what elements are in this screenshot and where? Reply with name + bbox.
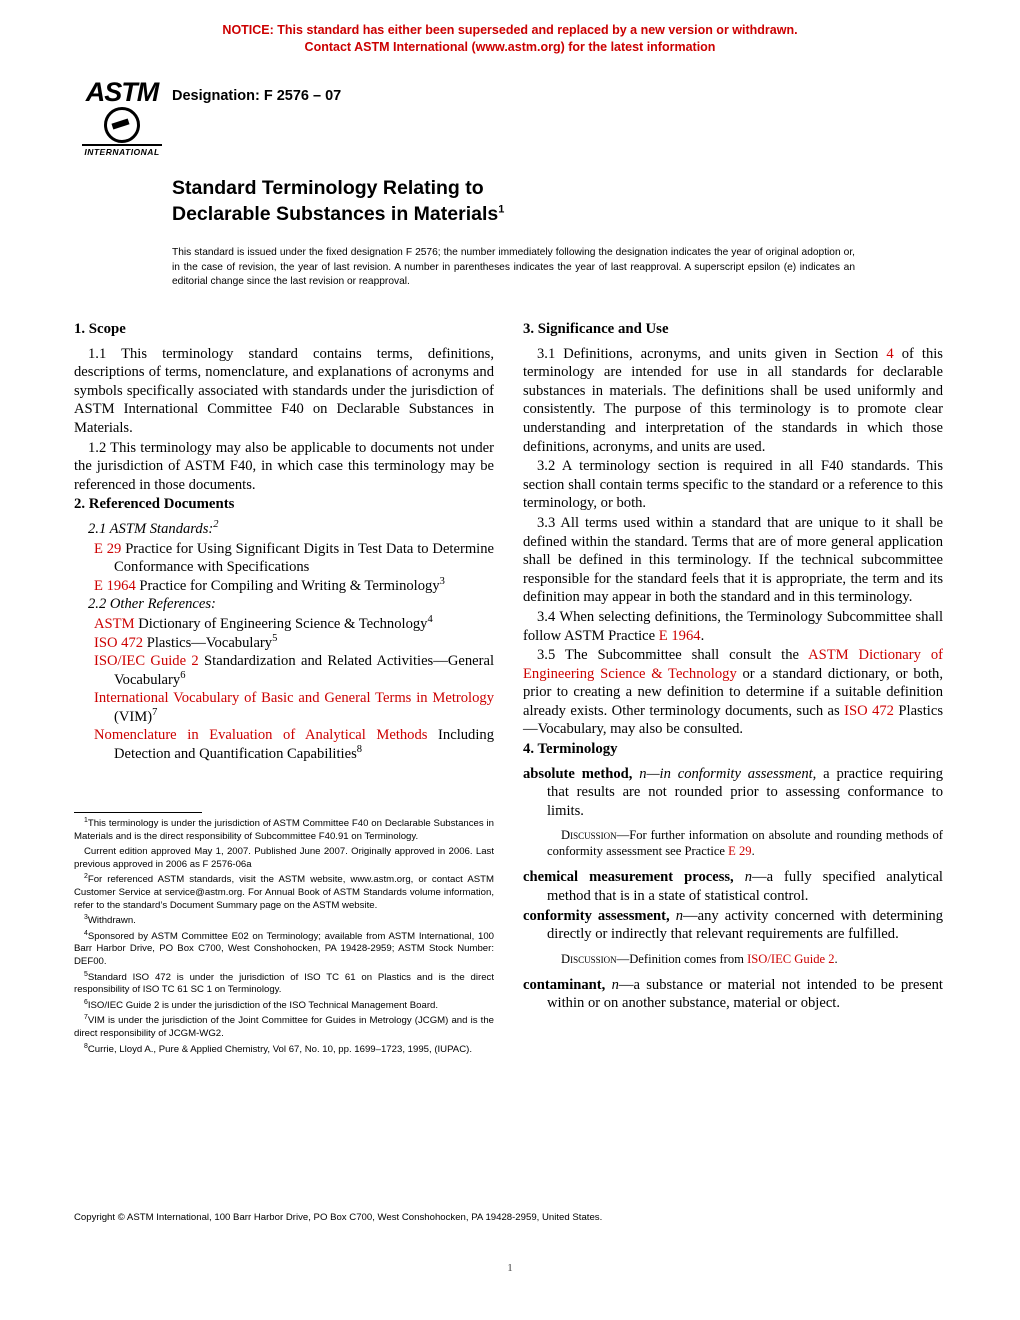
reference-vim[interactable] — [74, 689, 494, 726]
discussion-absolute-method — [523, 827, 943, 859]
footnote-3-marker: 3 — [84, 913, 88, 921]
page-title-line-1: Standard Terminology Relating to — [172, 177, 484, 199]
term-entry-conformity-assessment — [523, 907, 943, 944]
discussion-label-absolute-method: Discussion — [561, 828, 617, 843]
paragraph-3-1 — [523, 345, 943, 457]
page-title — [172, 175, 872, 227]
term-name-chemical-measurement-process: chemical measurement process, — [523, 869, 734, 886]
term-entry-chemical-measurement-process — [523, 868, 943, 905]
footnote-6-text: ISO/IEC Guide 2 is under the jurisdiction of the ISO Technical Management Board. — [87, 999, 439, 1011]
subheading-2-1-label: 2.1 ASTM Standards: — [88, 520, 214, 537]
discussion-text-conformity-assessment: —Definition comes from — [616, 951, 748, 966]
reference-nomenclature[interactable] — [74, 726, 494, 763]
heading-terminology: 4. Terminology — [523, 741, 618, 758]
footnote-3-text: Withdrawn. — [87, 915, 136, 927]
paragraph-3-2: 3.2 A terminology section is required in all F40 standards. This section shall contain terms specific to the standard or a reference to this terminology, or both. — [523, 458, 943, 512]
term-name-absolute-method: absolute method, — [523, 765, 633, 782]
paragraph-3-4 — [523, 608, 943, 645]
reference-text-vim: (VIM) — [114, 708, 153, 725]
paragraph-3-5 — [523, 646, 943, 739]
reference-astm-e1964[interactable] — [74, 577, 494, 596]
term-definition-conformity-assessment: —any activity concerned with determining directly or indirectly that relevant requirements are fulfilled. — [547, 907, 943, 943]
paragraph-3-3: 3.3 All terms used within a standard that are unique to it shall be defined within the standard. Terms that are of more general application shall be defined in this terminology. If the technical subcommittee responsible for the standard feels that it is appropriate, the term and its definition may appear in both the standard and in this terminology. — [523, 514, 943, 606]
footnote-2 — [74, 874, 494, 912]
reference-link-e29[interactable]: E 29 — [94, 540, 122, 557]
footnote-8-text: Currie, Lloyd A., Pure & Applied Chemistry, Vol 67, No. 10, pp. 1699–1723, 1995, (IUPAC). — [87, 1043, 472, 1055]
footnote-7 — [74, 1015, 494, 1040]
paragraph-1-2: 1.2 This terminology may also be applicable to documents not under the jurisdiction of ASTM F40, in which case this terminology may be referenced in those documents. — [74, 439, 494, 493]
discussion-tail-conformity-assessment: . — [834, 951, 838, 966]
reference-link-iso-iec-guide-2-inline[interactable]: ISO/IEC Guide 2 — [747, 951, 835, 966]
astm-logo — [82, 77, 162, 157]
footnote-1 — [74, 818, 494, 843]
footnotes-block — [74, 812, 494, 1059]
reference-link-iso-472[interactable]: ISO 472 — [94, 634, 144, 651]
footnote-7-marker: 7 — [84, 1014, 88, 1022]
section-link-4[interactable]: 4 — [886, 345, 894, 362]
footnote-8-marker: 8 — [84, 1042, 88, 1050]
paragraph-3-5-part-c: Plastics—Vocabulary, may also be consulted. — [523, 702, 944, 738]
reference-astm-e29[interactable] — [74, 540, 494, 577]
footnote-5-marker: 5 — [84, 970, 88, 978]
reference-text-iso-472: Plastics—Vocabulary — [143, 634, 273, 651]
reference-link-vim[interactable]: International Vocabulary of Basic and General Terms in Metrology — [94, 690, 494, 707]
footnote-4 — [74, 931, 494, 969]
astm-logo-ring-icon — [104, 107, 140, 143]
term-entry-absolute-method — [523, 765, 943, 821]
term-qualifier-chemical-measurement-process: n — [733, 869, 752, 886]
paragraph-3-1-part-a: 3.1 Definitions, acronyms, and units given in Section — [537, 345, 887, 362]
term-qualifier-contaminant: n — [605, 976, 619, 993]
footnote-4-marker: 4 — [84, 929, 88, 937]
reference-link-astm-dictionary[interactable]: ASTM — [94, 615, 135, 632]
heading-scope: 1. Scope — [74, 321, 126, 337]
footnote-1-text: This terminology is under the jurisdiction of ASTM Committee F40 on Declarable Substances in Materials and is the direct responsibility of Subcommittee F40.91 on Terminology. — [74, 818, 494, 842]
withdrawn-notice — [0, 22, 1020, 56]
discussion-text-absolute-method: —For further information on absolute and rounding methods of conformity assessment see Practice — [547, 828, 943, 859]
paragraph-3-5-part-b: or a standard dictionary, or both, prior to creating a new definition to determine if a suitable definition already exists. Other terminology documents, such as — [523, 665, 943, 719]
paragraph-1-1: 1.1 This terminology standard contains terms, definitions, descriptions of terms, nomenclature, and explanations of acronyms and symbols specifically associated with standards under the jurisdiction of ASTM International Committee F40 on Declarable Substances in Materials. — [74, 345, 494, 436]
heading-referenced-documents: 2. Referenced Documents — [74, 496, 235, 513]
reference-text-astm-dictionary: Dictionary of Engineering Science & Technology — [134, 615, 428, 632]
reference-link-iso-472-inline[interactable]: ISO 472 — [844, 702, 894, 719]
footnote-divider — [74, 812, 202, 813]
page-number: 1 — [507, 1262, 513, 1274]
term-definition-contaminant: —a substance or material not intended to be present within or on another substance, material or object. — [547, 976, 943, 1012]
subheading-2-2: 2.2 Other References: — [88, 596, 216, 613]
term-qualifier-conformity-assessment: n — [669, 907, 684, 924]
reference-link-astm-dictionary-inline[interactable]: ASTM Dictionary of Engineering Science & Technology — [523, 647, 943, 682]
reference-link-e29-inline[interactable]: E 29 — [728, 844, 752, 859]
astm-logo-mark: ASTM — [85, 77, 159, 107]
footnote-8 — [74, 1044, 494, 1057]
footnote-2-text: For referenced ASTM standards, visit the ASTM website, www.astm.org, or contact ASTM Customer Service at service@astm.org. For Annual Book of ASTM Standards volume information, refer to the standard’s Document Summary page on the ASTM website. — [74, 874, 494, 911]
footnote-5 — [74, 972, 494, 997]
standard-preamble: This standard is issued under the fixed designation F 2576; the number immediately following the designation indicates the year of original adoption or, in the case of revision, the year of last revision. A number in parentheses indicates the year of last reapproval. A superscript epsilon (e) indicates an editorial change since the last revision or reapproval. — [172, 247, 855, 287]
paragraph-3-5-part-a: 3.5 The Subcommittee shall consult the — [537, 647, 809, 664]
discussion-conformity-assessment — [523, 951, 943, 967]
footnote-6-marker: 6 — [84, 998, 88, 1006]
reference-sup-e1964: 3 — [439, 575, 445, 587]
reference-sup-nomenclature: 8 — [356, 744, 362, 756]
page-title-line-2: Declarable Substances in Materials — [172, 203, 499, 225]
left-column — [74, 320, 494, 764]
footnote-5-text: Standard ISO 472 is under the jurisdiction of ISO TC 61 on Plastics and is the direct responsibility of ISO TC 61 SC 1 on Terminology. — [74, 971, 494, 996]
astm-logo-international: INTERNATIONAL — [82, 144, 162, 157]
notice-line-2: Contact ASTM International (www.astm.org) for the latest information — [304, 40, 716, 54]
term-qualifier-absolute-method: n—in conformity assessment, — [632, 765, 817, 782]
reference-link-e1964-inline[interactable]: E 1964 — [658, 627, 701, 644]
term-name-conformity-assessment: conformity assessment, — [523, 907, 670, 924]
paragraph-3-1-part-b: of this terminology are intended for use in all standards for declarable substances in materials. The definitions shall be used uniformly and consistently. The purpose of this terminology is to promote clear understanding and interpretation of the standards in which those definitions, acronyms, and units are used. — [523, 345, 943, 455]
reference-link-nomenclature[interactable]: Nomenclature in Evaluation of Analytical Methods — [94, 727, 428, 744]
paragraph-3-4-part-a: 3.4 When selecting definitions, the Terminology Subcommittee shall follow ASTM Practice — [523, 608, 943, 644]
term-entry-contaminant — [523, 976, 943, 1013]
subheading-2-1 — [74, 520, 494, 539]
reference-sup-iso-472: 5 — [272, 632, 278, 644]
footnote-2-marker: 2 — [84, 873, 88, 881]
page-title-footnote-marker: 1 — [498, 203, 505, 216]
reference-link-e1964[interactable]: E 1964 — [94, 577, 136, 594]
footnote-4-text: Sponsored by ASTM Committee E02 on Terminology; available from ASTM International, 100 Barr Harbor Drive, PO Box C700, West Conshohocken, PA 19428-2959; ASTM Stock Number: DEF00. — [74, 930, 494, 967]
reference-link-iso-iec-guide-2[interactable]: ISO/IEC Guide 2 — [94, 653, 199, 670]
copyright-notice: Copyright © ASTM International, 100 Barr Harbor Drive, PO Box C700, West Conshohocken, PA 19428-2959, United States. — [74, 1212, 603, 1223]
reference-sup-iso-iec-guide-2: 6 — [180, 669, 186, 681]
notice-line-1: NOTICE: This standard has either been superseded and replaced by a new version or withdrawn. — [222, 23, 798, 37]
heading-significance-and-use: 3. Significance and Use — [523, 321, 669, 337]
footnote-6 — [74, 1000, 494, 1013]
right-column — [523, 320, 943, 1014]
footnote-edition — [74, 846, 494, 871]
reference-text-nomenclature: Including Detection and Quantification Capabilities — [114, 727, 494, 763]
discussion-tail-absolute-method: . — [751, 844, 755, 859]
discussion-label-conformity-assessment: Discussion — [561, 951, 617, 966]
footnote-edition-text: Current edition approved May 1, 2007. Published June 2007. Originally approved in 2006. Last previous approved in 2006 as F 2576-06a — [74, 846, 494, 870]
term-definition-chemical-measurement-process: —a fully specified analytical method that is in a state of statistical control. — [547, 869, 943, 905]
reference-astm-dictionary[interactable] — [74, 615, 494, 634]
reference-iso-472[interactable] — [74, 634, 494, 653]
reference-text-e1964: Practice for Compiling and Writing & Terminology — [135, 577, 440, 594]
footnote-1-marker: 1 — [84, 816, 88, 824]
footnote-3 — [74, 915, 494, 928]
term-name-contaminant: contaminant, — [523, 976, 606, 993]
reference-sup-astm-dictionary: 4 — [427, 614, 433, 626]
reference-sup-vim: 7 — [152, 707, 158, 719]
term-definition-absolute-method: a practice requiring that results are not rounded prior to assessing conformance to limits. — [547, 765, 944, 819]
subheading-2-1-sup: 2 — [213, 519, 219, 531]
designation: Designation: F 2576 – 07 — [172, 88, 342, 104]
footnote-7-text: VIM is under the jurisdiction of the Joint Committee for Guides in Metrology (JCGM) and is the direct responsibility of JCGM-WG2. — [74, 1015, 494, 1039]
reference-iso-iec-guide-2[interactable] — [74, 652, 494, 689]
reference-text-e29: Practice for Using Significant Digits in Test Data to Determine Conformance with Specifications — [114, 540, 494, 576]
reference-text-iso-iec-guide-2: Standardization and Related Activities—General Vocabulary — [114, 653, 494, 688]
paragraph-3-4-part-b: . — [700, 627, 705, 644]
